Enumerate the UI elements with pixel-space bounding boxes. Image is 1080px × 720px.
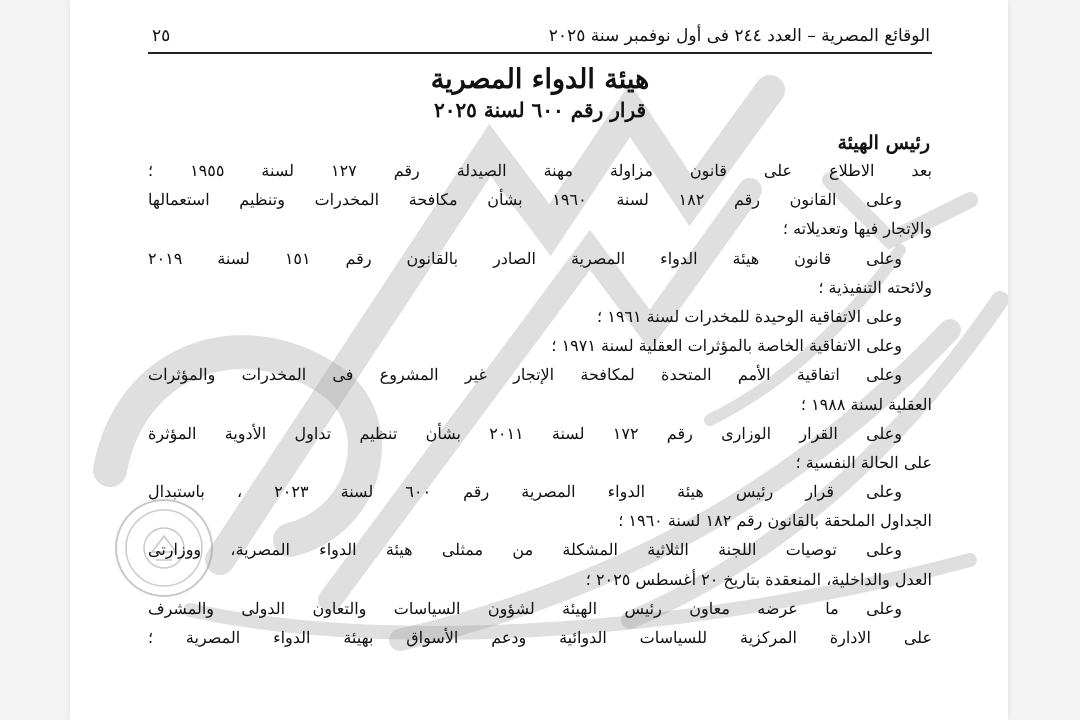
authority-title: هيئة الدواء المصرية (430, 64, 650, 95)
clause-line: وعلى قرار رئيس هيئة الدواء المصرية رقم ٦٠٠ لسنة ٢٠٢٣ ، باستبدال (148, 482, 902, 502)
clause-line: وعلى ما عرضه معاون رئيس الهيئة لشؤون السياسات والتعاون الدولى والمشرف (148, 598, 902, 618)
decree-subtitle: قرار رقم ٦٠٠ لسنة ٢٠٢٥ (433, 98, 647, 122)
preamble-clauses (148, 156, 932, 652)
clause-line: وعلى القرار الوزارى رقم ١٧٢ لسنة ٢٠١١ بشأن تنظيم تداول الأدوية المؤثرة (148, 423, 903, 443)
clause-line: على الحالة النفسية ؛ (795, 452, 932, 472)
clause-line: وعلى توصيات اللجنة الثلاثية المشكلة من ممثلى هيئة الدواء المصرية، ووزارتى (148, 540, 902, 560)
gazette-page (70, 0, 1008, 720)
clause-line: والإتجار فيها وتعديلاته ؛ (782, 219, 932, 239)
addressee-heading: رئيس الهيئة (837, 132, 930, 154)
clause-line: وعلى الاتفاقية الخاصة بالمؤثرات العقلية لسنة ١٩٧١ ؛ (551, 336, 902, 356)
clause-line: الجداول الملحقة بالقانون رقم ١٨٢ لسنة ١٩٦٠ ؛ (618, 511, 932, 531)
clause-line: العدل والداخلية، المنعقدة بتاريخ ٢٠ أغسطس ٢٠٢٥ ؛ (585, 569, 932, 589)
clause-line: وعلى القانون رقم ١٨٢ لسنة ١٩٦٠ بشأن مكافحة المخدرات وتنظيم استعمالها (148, 190, 902, 210)
clause-line: بعد الاطلاع على قانون مزاولة مهنة الصيدلة رقم ١٢٧ لسنة ١٩٥٥ ؛ (148, 161, 932, 180)
clause-line: وعلى الاتفاقية الوحيدة للمخدرات لسنة ١٩٦١ ؛ (597, 306, 902, 326)
clause-line: وعلى قانون هيئة الدواء المصرية الصادر بالقانون رقم ١٥١ لسنة ٢٠١٩ (148, 248, 902, 268)
gazette-issue-line: الوقائع المصرية – العدد ٢٤٤ فى أول نوفمبر سنة ٢٠٢٥ (548, 26, 930, 46)
page-header (148, 22, 932, 54)
clause-line: العقلية لسنة ١٩٨٨ ؛ (800, 394, 932, 414)
clause-line: ولائحته التنفيذية ؛ (818, 277, 932, 297)
clause-line: على الادارة المركزية للسياسات الدوائية ودعم الأسواق بهيئة الدواء المصرية ؛ (148, 628, 932, 647)
clause-line: وعلى اتفاقية الأمم المتحدة لمكافحة الإتجار غير المشروع فى المخدرات والمؤثرات (148, 365, 902, 385)
page-number: ٢٥ (152, 26, 171, 46)
